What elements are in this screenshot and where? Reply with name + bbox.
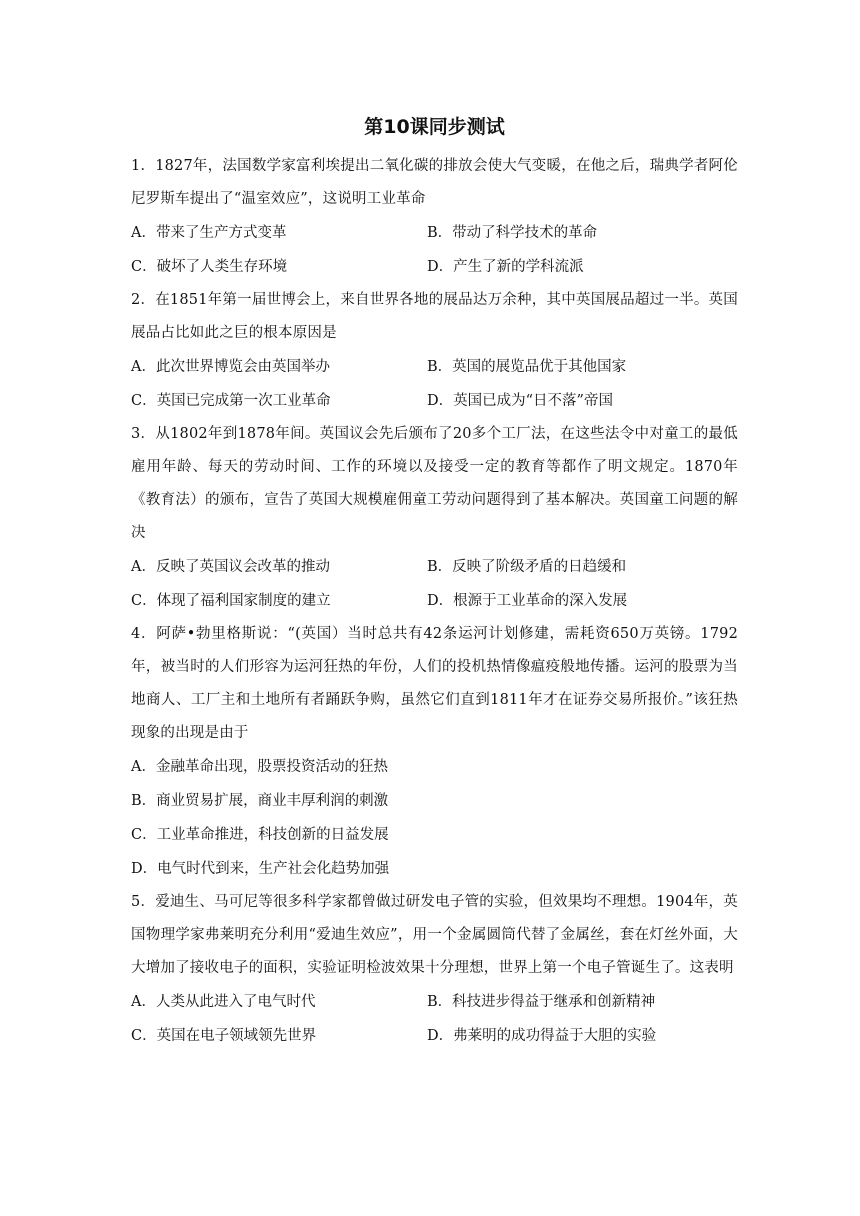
option-c: C．英国在电子领域领先世界: [131, 1028, 317, 1044]
option-list: [131, 985, 738, 1053]
question-stem: 4．阿萨•勃里格斯说：“(英国）当时总共有42条运河计划修建，需耗资650万英镑。1792年，被当时的人们形容为运河狂热的年份，人们的投机热情像瘟疫般地传播。运河的股票为当地商人、工厂主和土地所有者踊跃争购，虽然它们直到1811年才在证券交易所报价。”该狂热现象的出现是由于: [131, 626, 738, 741]
question-5: [131, 886, 738, 1053]
option-list: [131, 350, 738, 418]
option-b: B．反映了阶级矛盾的日趋缓和: [427, 559, 627, 575]
option-c: C．体现了福利国家制度的建立: [131, 593, 331, 609]
option-c: C．英国已完成第一次工业革命: [131, 393, 331, 409]
option-d: D．电气时代到来，生产社会化趋势加强: [131, 861, 390, 877]
option-b: B．商业贸易扩展，商业丰厚利润的刺激: [131, 793, 389, 809]
option-a: A．金融革命出现，股票投资活动的狂热: [131, 759, 388, 775]
question-4: [131, 618, 738, 886]
question-2: [131, 284, 738, 418]
page-title: 第10课同步测试: [364, 116, 505, 138]
option-d: D．产生了新的学科流派: [427, 259, 584, 275]
option-a: A．带来了生产方式变革: [131, 225, 287, 241]
option-a: A．反映了英国议会改革的推动: [131, 559, 330, 575]
option-a: A．此次世界博览会由英国举办: [131, 359, 330, 375]
question-3: [131, 418, 738, 618]
option-list: [131, 216, 738, 284]
option-b: B．带动了科学技术的革命: [427, 225, 598, 241]
question-1: [131, 150, 738, 284]
option-c: C．破坏了人类生存环境: [131, 259, 288, 275]
option-d: D．英国已成为“日不落”帝国: [427, 393, 613, 409]
option-list: [131, 550, 738, 618]
option-list: [131, 750, 738, 886]
question-stem: 3．从1802年到1878年间。英国议会先后颁布了20多个工厂法，在这些法令中对童工的最低雇用年龄、每天的劳动时间、工作的环境以及接受一定的教育等都作了明文规定。1870年《教育法）的颁布，宣告了英国大规模雇佣童工劳动问题得到了基本解决。英国童工问题的解决: [131, 426, 738, 541]
question-stem: 2．在1851年第一届世博会上，来自世界各地的展品达万余种，其中英国展品超过一半。英国展品占比如此之巨的根本原因是: [131, 292, 738, 341]
option-d: D．根源于工业革命的深入发展: [427, 593, 628, 609]
option-d: D．弗莱明的成功得益于大胆的实验: [427, 1028, 657, 1044]
option-c: C．工业革命推进，科技创新的日益发展: [131, 827, 389, 843]
question-stem: 1．1827年，法国数学家富利埃提出二氧化碳的排放会使大气变暖，在他之后，瑞典学者阿伦尼罗斯车提出了“温室效应”，这说明工业革命: [131, 158, 738, 207]
option-a: A．人类从此进入了电气时代: [131, 994, 316, 1010]
option-b: B．科技进步得益于继承和创新精神: [427, 994, 656, 1010]
option-b: B．英国的展览品优于其他国家: [427, 359, 627, 375]
question-stem: 5．爱迪生、马可尼等很多科学家都曾做过研发电子管的实验，但效果均不理想。1904年，英国物理学家弗莱明充分利用“爱迪生效应”，用一个金属圆筒代替了金属丝，套在灯丝外面，大大增加了接收电子的面积，实验证明检波效果十分理想，世界上第一个电子管诞生了。这表明: [131, 894, 738, 976]
